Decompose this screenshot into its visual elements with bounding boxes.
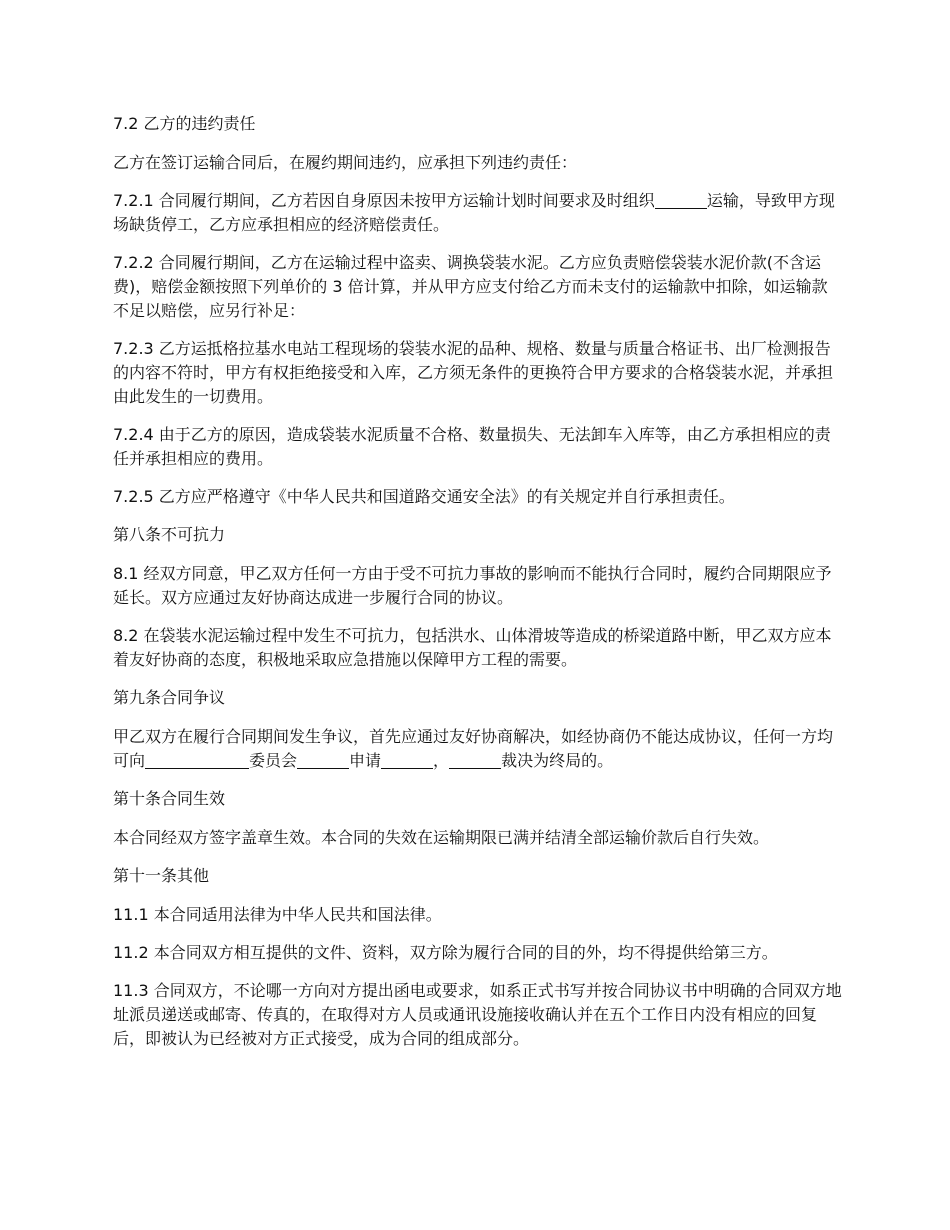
section-7-2-intro: 乙方在签订运输合同后，在履约期间违约，应承担下列违约责任： (113, 153, 578, 172)
blank-line (297, 751, 349, 769)
clause-7-2-1-text-a: 7.2.1 合同履行期间，乙方若因自身原因未按甲方运输计划时间要求及时组织 (113, 191, 655, 210)
clause-11-3: 11.3 合同双方，不论哪一方向对方提出函电或要求，如系正式书写并按合同协议书中明确的合同双方地址派员递送或邮寄、传真的，在取得对方人员或通讯设施接收确认并在五个工作日内没有相应的回复后，即被认为已经被对方正式接受，成为合同的组成部分。 (113, 981, 842, 1048)
article-9-text-b: 委员会 (249, 751, 298, 770)
article-10-heading: 第十条合同生效 (113, 789, 226, 808)
article-11-heading: 第十一条其他 (113, 866, 210, 885)
clause-7-2-1 (113, 189, 843, 237)
section-7-2-heading: 7.2 乙方的违约责任 (113, 114, 256, 133)
article-9-text (113, 725, 843, 773)
clause-7-2-4: 7.2.4 由于乙方的原因，造成袋装水泥质量不合格、数量损失、无法卸车入库等，由乙方承担相应的责任并承担相应的费用。 (113, 425, 831, 468)
clause-7-2-3: 7.2.3 乙方运抵格拉基水电站工程现场的袋装水泥的品种、规格、数量与质量合格证书、出厂检测报告的内容不符时，甲方有权拒绝接受和入库，乙方须无条件的更换符合甲方要求的合格袋装水泥，并承担由此发生的一切费用。 (113, 339, 834, 406)
article-8-heading: 第八条不可抗力 (113, 525, 226, 544)
article-9-text-d: ， (433, 751, 450, 770)
blank-line (381, 751, 433, 769)
clause-11-1: 11.1 本合同适用法律为中华人民共和国法律。 (113, 905, 442, 924)
clause-8-1: 8.1 经双方同意，甲乙双方任何一方由于受不可抗力事故的影响而不能执行合同时，履约合同期限应予延长。双方应通过友好协商达成进一步履行合同的协议。 (113, 564, 832, 607)
article-9-heading: 第九条合同争议 (113, 688, 226, 707)
article-9-text-c: 申请 (349, 751, 382, 770)
article-9-text-a: 甲乙双方在履行合同期间发生争议，首先应通过友好协商解决，如经协商仍不能达成协议，任何一方均可向 (113, 727, 834, 770)
clause-7-2-2: 7.2.2 合同履行期间，乙方在运输过程中盗卖、调换袋装水泥。乙方应负责赔偿袋装水泥价款(不含运费)，赔偿金额按照下列单价的 3 倍计算，并从甲方应支付给乙方而未支付的运输款中扣除，如运输款不足以赔偿，应另行补足： (113, 253, 828, 320)
clause-11-2: 11.2 本合同双方相互提供的文件、资料，双方除为履行合同的目的外，均不得提供给第三方。 (113, 943, 778, 962)
article-10-text: 本合同经双方签字盖章生效。本合同的失效在运输期限已满并结清全部运输价款后自行失效。 (113, 828, 770, 847)
clause-8-2: 8.2 在袋装水泥运输过程中发生不可抗力，包括洪水、山体滑坡等造成的桥梁道路中断，甲乙双方应本着友好协商的态度，积极地采取应急措施以保障甲方工程的需要。 (113, 626, 832, 669)
document-page (113, 112, 843, 1065)
article-9-text-e: 裁决为终局的。 (501, 751, 614, 770)
blank-line (145, 751, 249, 769)
clause-7-2-5: 7.2.5 乙方应严格遵守《中华人民共和国道路交通安全法》的有关规定并自行承担责任。 (113, 487, 735, 506)
blank-line (449, 751, 501, 769)
clause-7-2-1-text-b: 运输，导致甲方现场缺货停工，乙方应承担相应的经济赔偿责任。 (113, 191, 835, 234)
blank-line (655, 191, 707, 209)
